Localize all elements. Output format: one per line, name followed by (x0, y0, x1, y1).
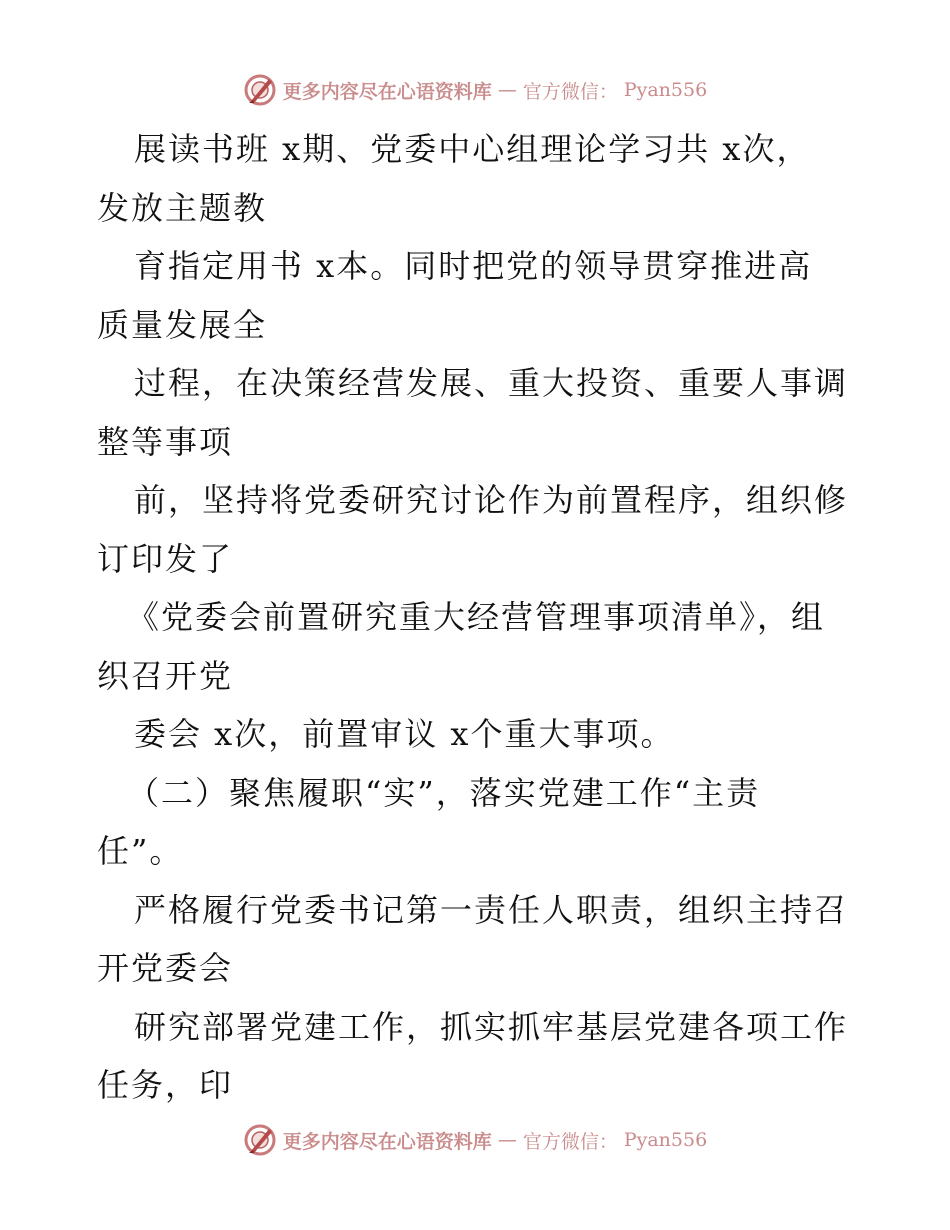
text-line: 研究部署党建工作，抓实抓牢基层党建各项工作 (134, 1007, 849, 1046)
text-line: 过程，在决策经营发展、重大投资、重要人事调 (134, 364, 849, 402)
watermark-account-id: Pyan556 (623, 1129, 708, 1151)
footer-watermark (0, 1120, 950, 1160)
watermark-text: 更多内容尽在心语资料库 (282, 80, 492, 103)
text-line: 任”。 (97, 832, 184, 870)
watermark-text: 更多内容尽在心语资料库 (282, 1130, 492, 1153)
text-line: （二）聚焦履职“实”，落实党建工作“主责 (127, 773, 761, 812)
header-watermark (0, 70, 950, 110)
text-line: 育指定用书 x本。同时把党的领导贯穿推进高 (134, 247, 813, 285)
text-line: 《党委会前置研究重大经营管理事项清单》，组 (127, 598, 826, 636)
text-line: 严格履行党委书记第一责任人职责，组织主持召 (134, 890, 849, 929)
text-line: 任务，印 (97, 1066, 234, 1104)
text-line: 开党委会 (97, 949, 234, 987)
text-line: 织召开党 (97, 656, 234, 695)
quill-circle-icon (243, 73, 277, 107)
text-line: 质量发展全 (97, 305, 268, 344)
watermark-account-label: 官方微信： (522, 1130, 618, 1153)
text-line: 发放主题教 (97, 188, 268, 227)
text-line: 订印发了 (97, 539, 234, 578)
text-line: 委会 x次，前置审议 x个重大事项。 (134, 715, 675, 753)
text-line: 前，坚持将党委研究讨论作为前置程序，组织修 (134, 481, 849, 519)
quill-circle-icon (243, 1123, 277, 1157)
watermark-dash: — (497, 79, 517, 101)
watermark-account-id: Pyan556 (623, 79, 708, 101)
text-line: 展读书班 x期、党委中心组理论学习共 x次， (134, 130, 811, 168)
document-body (97, 120, 877, 1115)
text-line: 整等事项 (97, 422, 234, 461)
watermark-dash: — (497, 1129, 517, 1151)
watermark-account-label: 官方微信： (522, 80, 618, 103)
